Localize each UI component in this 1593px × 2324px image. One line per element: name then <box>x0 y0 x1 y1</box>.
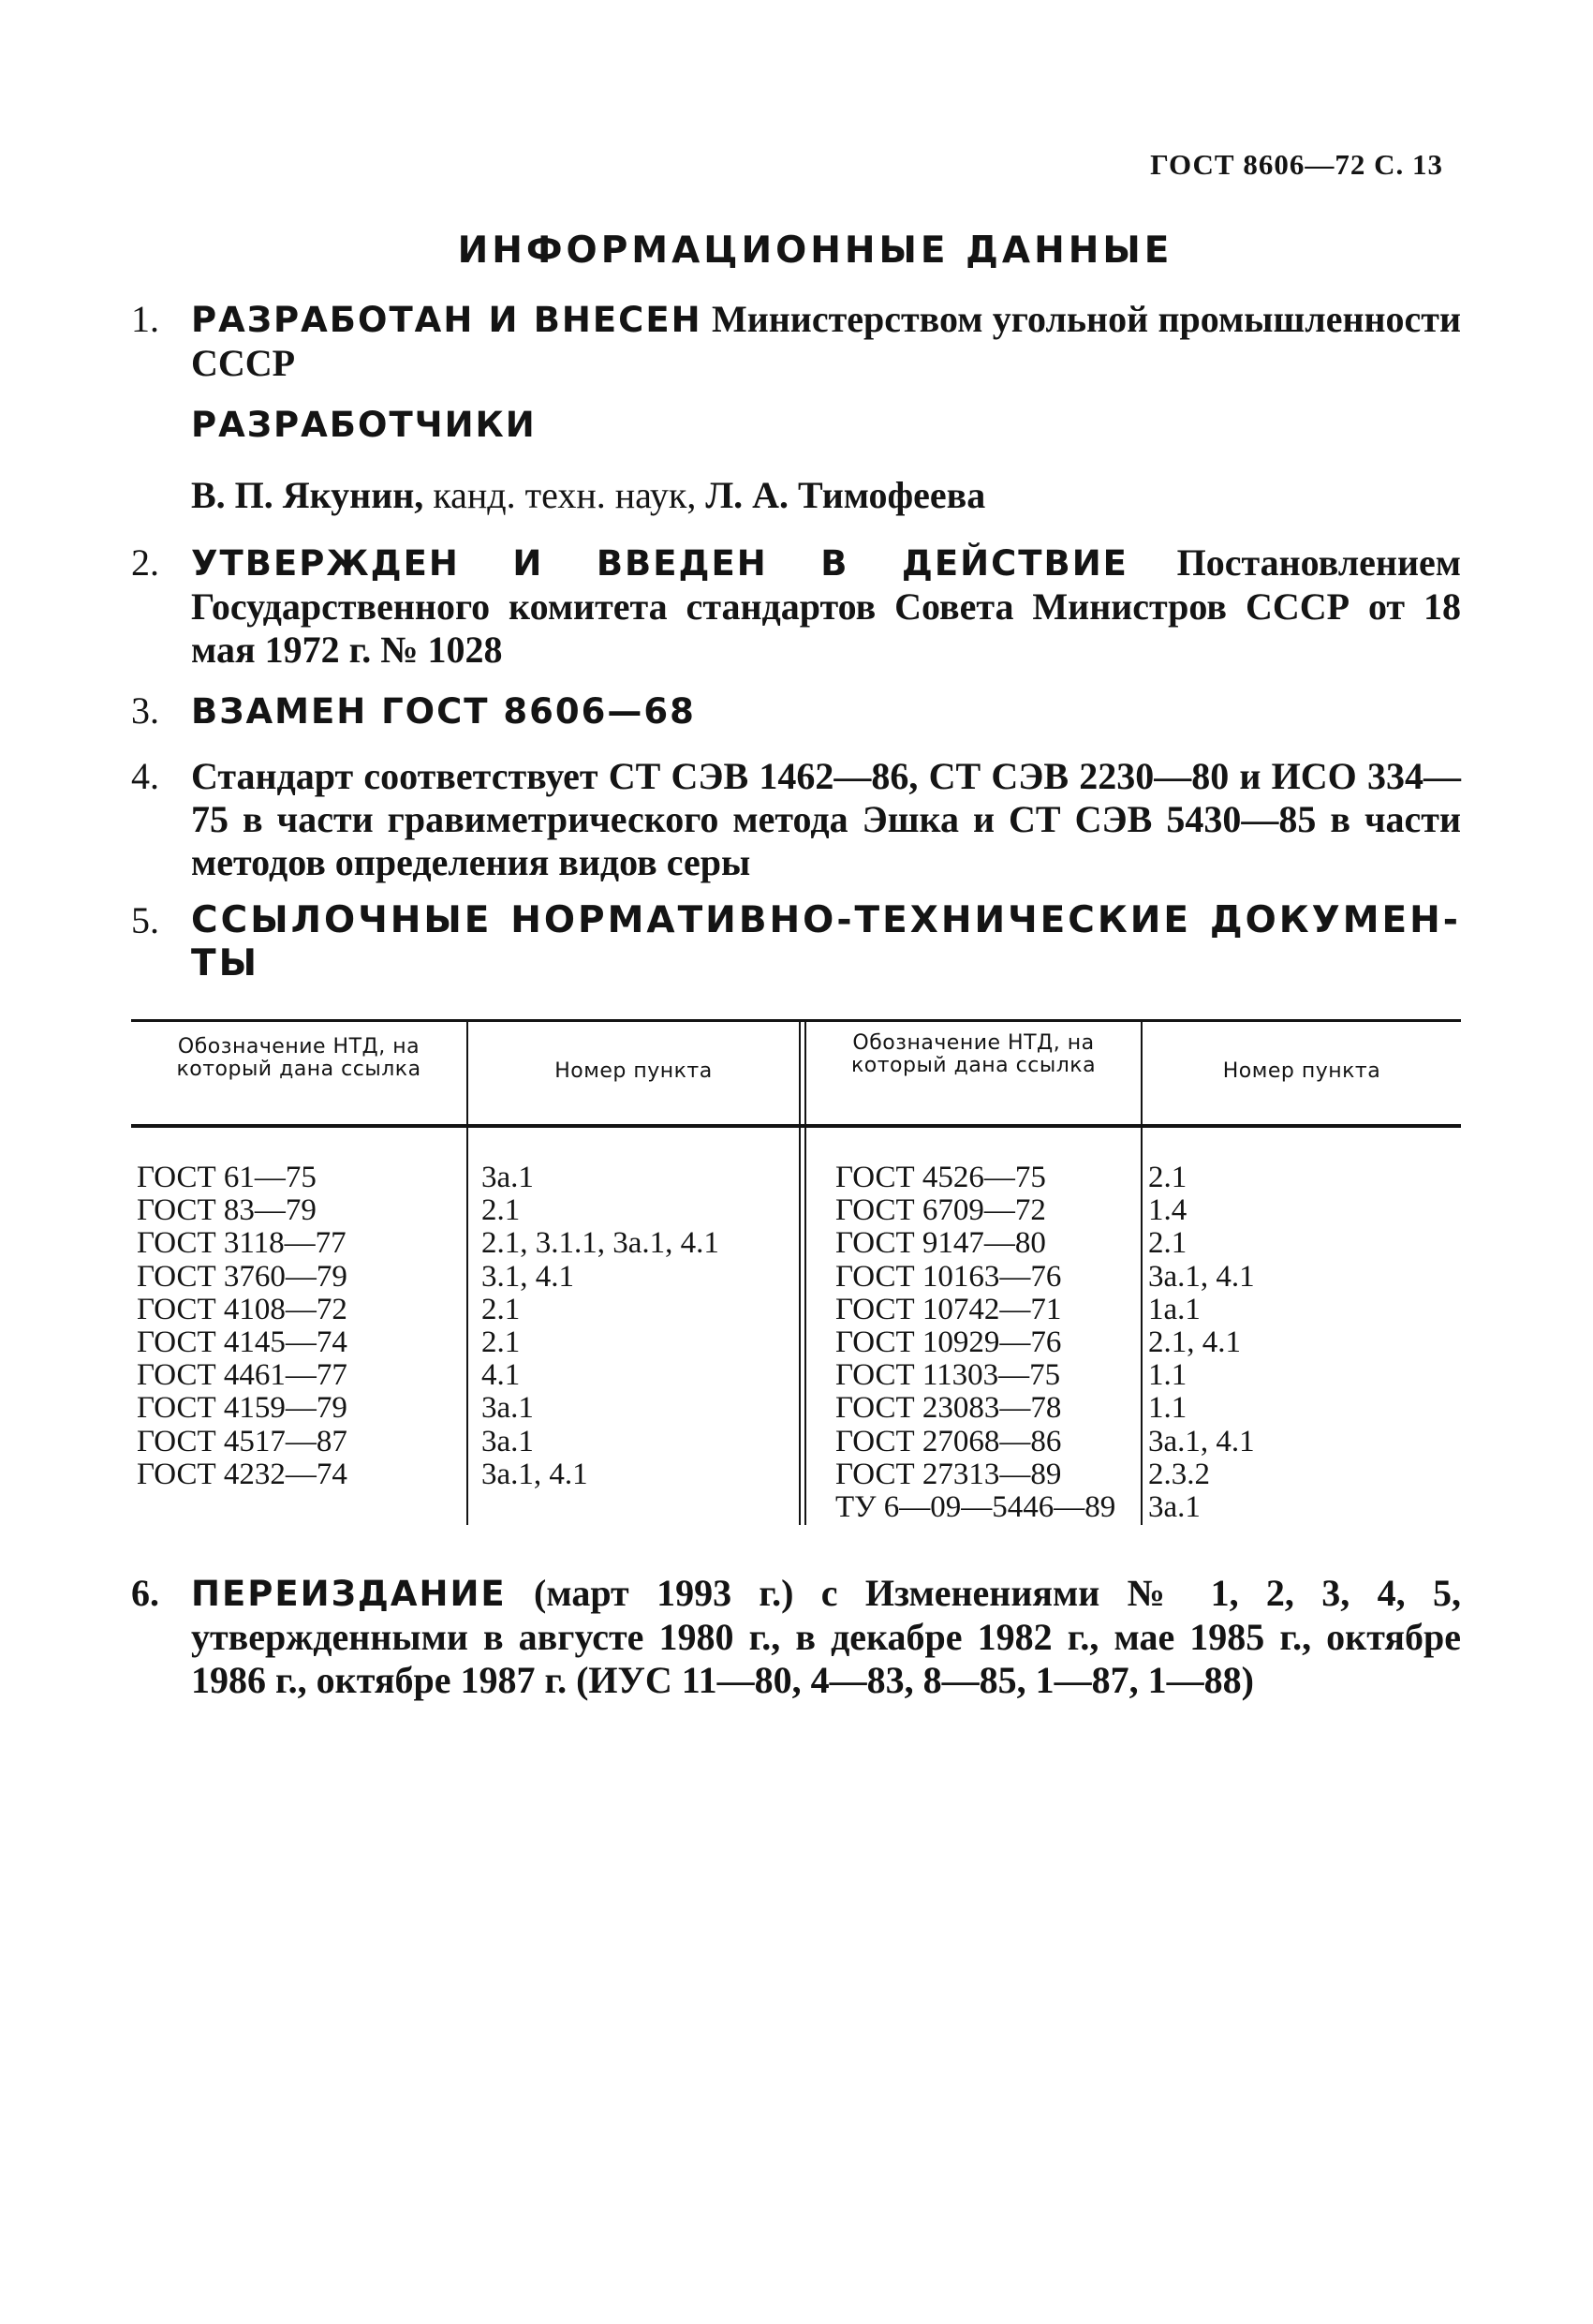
left-doc-cell: ГОСТ 4145—74 <box>137 1325 347 1360</box>
left-clause-cell: 3.1, 4.1 <box>481 1259 574 1294</box>
right-doc-cell: ГОСТ 6709—72 <box>835 1193 1046 1228</box>
left-clause-cell: 2.1 <box>481 1292 521 1326</box>
item-1-heading: РАЗРАБОТАН И ВНЕСЕН <box>191 300 702 340</box>
item-6 <box>131 1572 1461 1702</box>
left-doc-cell: ГОСТ 4159—79 <box>137 1391 347 1426</box>
right-doc-cell: ГОСТ 10742—71 <box>835 1292 1062 1326</box>
item-2-body <box>191 541 1461 672</box>
item-5-heading <box>191 899 1461 985</box>
left-doc-cell: ГОСТ 3760—79 <box>137 1259 347 1294</box>
table-vline-3 <box>1141 1019 1143 1525</box>
right-clause-cell: 2.1 <box>1148 1161 1187 1194</box>
developers-heading: РАЗРАБОТЧИКИ <box>191 405 537 445</box>
right-clause-cell: 1а.1 <box>1148 1292 1201 1326</box>
item-6-body <box>191 1572 1461 1702</box>
left-clause-cell: 3а.1 <box>481 1424 534 1458</box>
item-5-heading-word-1: ССЫЛОЧНЫЕ <box>191 899 493 941</box>
author-2: Л. А. Тимофеева <box>705 474 986 516</box>
item-3-heading: ВЗАМЕН ГОСТ 8606—68 <box>191 691 696 732</box>
author-1: В. П. Якунин, <box>191 474 424 516</box>
right-clause-cell: 1.1 <box>1148 1358 1187 1393</box>
table-vline-2b <box>804 1019 806 1525</box>
item-2-heading: УТВЕРЖДЕН И ВВЕДЕН В ДЕЙСТВИЕ <box>191 543 1128 584</box>
right-doc-cell: ТУ 6—09—5446—89 <box>835 1490 1116 1525</box>
item-6-text: (март 1993 г.) с Изменениями № 1, 2, 3, 4, 5, утвержденными в августе 1980 г., в декабре 1982 г., мае 1985 г., октябре 1986 г., октябре 1987 г. (ИУС 11—80, 4—83, 8—85, 1—87, 1—88) <box>191 1572 1462 1701</box>
right-doc-cell: ГОСТ 4526—75 <box>835 1161 1046 1194</box>
column-right-clauses <box>1148 1162 1255 1524</box>
running-head: ГОСТ 8606—72 С. 13 <box>1150 148 1443 181</box>
right-clause-cell: 1.4 <box>1148 1193 1187 1228</box>
right-doc-cell: ГОСТ 11303—75 <box>835 1358 1061 1393</box>
right-doc-cell: ГОСТ 9147—80 <box>835 1226 1046 1261</box>
item-6-heading: ПЕРЕИЗДАНИЕ <box>191 1574 507 1614</box>
references-table <box>131 1019 1461 1525</box>
item-3-number: 3. <box>131 689 159 732</box>
left-clause-cell: 3а.1, 4.1 <box>481 1457 588 1491</box>
item-4-text: Стандарт соответствует СТ СЭВ 1462—86, СТ СЭВ 2230—80 и ИСО 334—75 в части гравиметрического метода Эшка и СТ СЭВ 5430—85 в части методов определения видов серы <box>191 755 1461 883</box>
right-doc-cell: ГОСТ 10163—76 <box>835 1259 1062 1294</box>
right-doc-cell: ГОСТ 27313—89 <box>835 1457 1062 1491</box>
column-right-docs <box>835 1162 1115 1524</box>
item-5-heading-line-2: ТЫ <box>191 942 260 984</box>
table-header-rule <box>131 1124 1461 1128</box>
item-5-number: 5. <box>131 899 159 941</box>
item-3-body <box>191 689 1461 733</box>
table-vline-2a <box>799 1019 801 1525</box>
column-left-clauses <box>481 1162 719 1491</box>
item-6-number: 6. <box>131 1572 159 1614</box>
item-5 <box>131 899 1461 985</box>
item-1 <box>131 298 1461 385</box>
left-clause-cell: 3а.1 <box>481 1161 534 1194</box>
right-doc-cell: ГОСТ 27068—86 <box>835 1424 1062 1458</box>
left-doc-cell: ГОСТ 4232—74 <box>137 1457 347 1491</box>
right-clause-cell: 3а.1, 4.1 <box>1148 1424 1255 1458</box>
left-clause-cell: 2.1 <box>481 1193 521 1228</box>
right-clause-cell: 1.1 <box>1148 1391 1187 1426</box>
header-clause-right: Номер пункта <box>1222 1059 1381 1083</box>
header-clause-left: Номер пункта <box>554 1059 713 1083</box>
item-2-number: 2. <box>131 541 159 584</box>
right-clause-cell: 2.1 <box>1148 1226 1187 1261</box>
header-doc-left: Обозначение НТД, на который дана ссылка <box>176 1035 421 1081</box>
right-clause-cell: 3а.1, 4.1 <box>1148 1259 1255 1294</box>
developers-list <box>191 473 985 517</box>
right-clause-cell: 3а.1 <box>1148 1490 1201 1525</box>
left-clause-cell: 4.1 <box>481 1358 521 1393</box>
item-1-text: Министерством угольной промышленности СССР <box>191 298 1462 384</box>
left-doc-cell: ГОСТ 4461—77 <box>137 1358 347 1393</box>
item-2 <box>131 541 1461 672</box>
item-1-number: 1. <box>131 298 159 340</box>
item-3 <box>131 689 1461 733</box>
left-clause-cell: 3а.1 <box>481 1391 534 1426</box>
header-doc-right: Обозначение НТД, на который дана ссылка <box>850 1031 1097 1077</box>
table-top-rule <box>131 1019 1461 1022</box>
page-title: ИНФОРМАЦИОННЫЕ ДАННЫЕ <box>457 229 1173 272</box>
left-doc-cell: ГОСТ 83—79 <box>137 1193 317 1228</box>
left-clause-cell: 2.1, 3.1.1, 3а.1, 4.1 <box>481 1226 719 1261</box>
right-clause-cell: 2.1, 4.1 <box>1148 1325 1241 1360</box>
item-2-text: Постановлением Государственного комитета стандартов Совета Министров СССР от 18 мая 1972 г. № 1028 <box>191 541 1461 671</box>
right-clause-cell: 2.3.2 <box>1148 1457 1210 1491</box>
right-doc-cell: ГОСТ 10929—76 <box>835 1325 1062 1360</box>
item-5-heading-word-2: НОРМАТИВНО-ТЕХНИЧЕСКИЕ <box>510 899 1192 941</box>
item-5-heading-word-3: ДОКУМЕН- <box>1209 899 1461 941</box>
right-doc-cell: ГОСТ 23083—78 <box>835 1391 1062 1426</box>
left-doc-cell: ГОСТ 4108—72 <box>137 1292 347 1326</box>
left-clause-cell: 2.1 <box>481 1325 521 1360</box>
column-left-docs <box>137 1162 347 1491</box>
table-vline-1 <box>466 1019 468 1525</box>
left-doc-cell: ГОСТ 4517—87 <box>137 1424 347 1458</box>
author-1-degree: канд. техн. наук, <box>433 474 697 516</box>
item-1-body <box>191 298 1461 385</box>
left-doc-cell: ГОСТ 61—75 <box>137 1161 317 1194</box>
left-doc-cell: ГОСТ 3118—77 <box>137 1226 347 1261</box>
item-4 <box>131 755 1461 884</box>
item-4-number: 4. <box>131 755 159 797</box>
